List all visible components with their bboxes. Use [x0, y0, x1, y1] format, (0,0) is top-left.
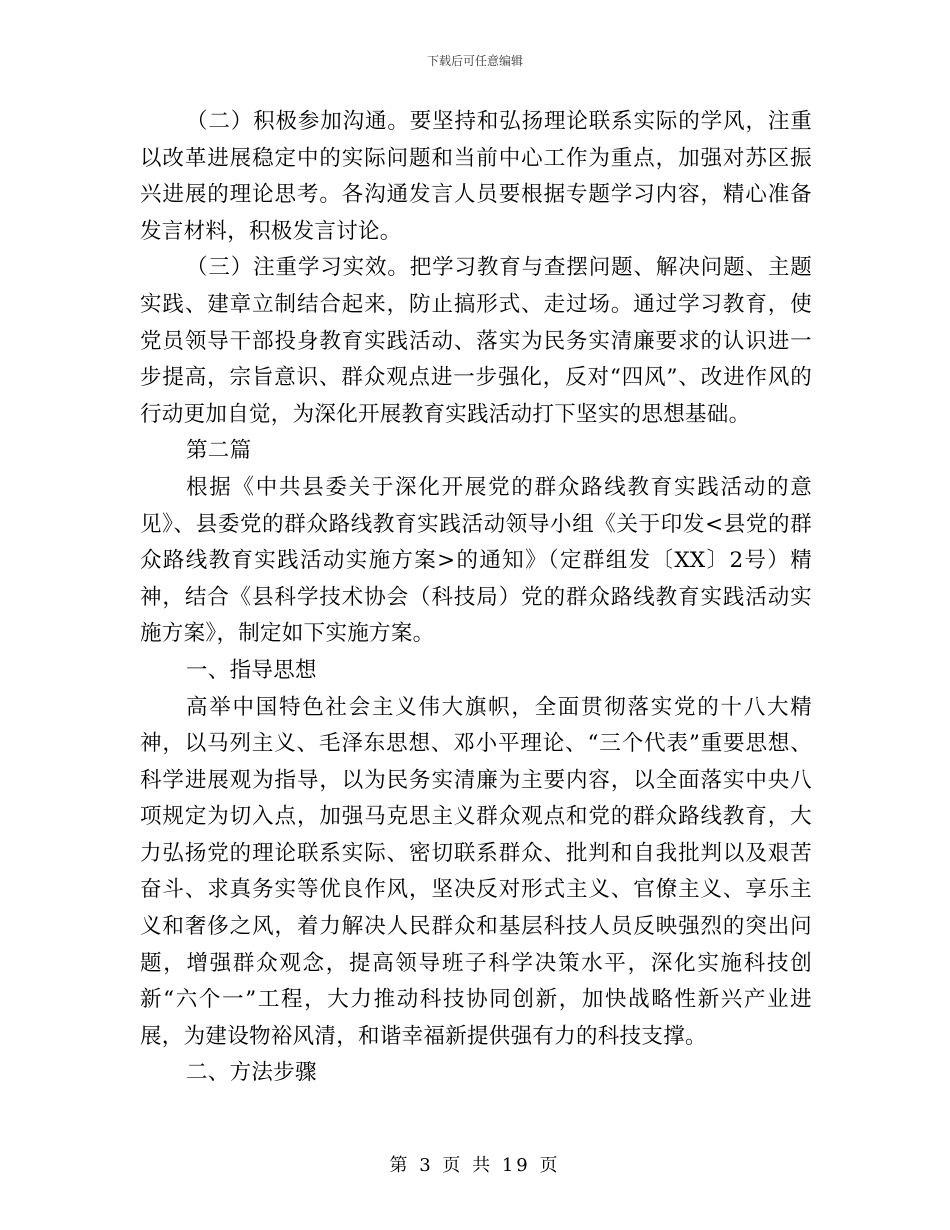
paragraph-communication: （二）积极参加沟通。要坚持和弘扬理论联系实际的学风，注重以改革进展稳定中的实际问题和当前中心工作为重点，加强对苏区振兴进展的理论思考。各沟通发言人员要根据专题学习内容，精心准备发言材料，积极发言讨论。 — [140, 109, 812, 244]
paragraph-guiding-thought: 高举中国特色社会主义伟大旗帜，全面贯彻落实党的十八大精神，以马列主义、毛泽东思想、邓小平理论、“三个代表”重要思想、科学进展观为指导，以为民务实清廉为主要内容，以全面落实中央八项规定为切入点，加强马克思主义群众观点和党的群众路线教育，大力弘扬党的理论联系实际、密切联系群众、批判和自我批判以及艰苦奋斗、求真务实等优良作风，坚决反对形式主义、官僚主义、享乐主义和奢侈之风，着力解决人民群众和基层科技人员反映强烈的突出问题，增强群众观念，提高领导班子科学决策水平，深化实施科技创新“六个一”工程，大力推动科技协同创新，加快战略性新兴产业进展，为建设物裕风清，和谐幸福新提供强有力的科技支撑。 — [140, 694, 812, 1049]
paragraph-basis: 根据《中共县委关于深化开展党的群众路线教育实践活动的意见》、县委党的群众路线教育实践活动领导小组《关于印发<县党的群众路线教育实践活动实施方案>的通知》（定群组发〔XX〕2号）精神，结合《县科学技术协会（科技局）党的群众路线教育实践活动实施方案》，制定如下实施方案。 — [140, 474, 812, 647]
page-footer: 第 3 页 共 19 页 — [389, 1155, 561, 1176]
section-heading-methods: 二、方法步骤 — [186, 1060, 317, 1086]
page-header: 下载后可任意编辑 — [426, 54, 523, 68]
paragraph-effectiveness: （三）注重学习实效。把学习教育与查摆问题、解决问题、主题实践、建章立制结合起来，防止搞形式、走过场。通过学习教育，使党员领导干部投身教育实践活动、落实为民务实清廉要求的认识进一步提高，宗旨意识、群众观点进一步强化，反对“四风”、改进作风的行动更加自觉，为深化开展教育实践活动打下坚实的思想基础。 — [140, 255, 812, 427]
section-heading-guiding-thought: 一、指导思想 — [186, 657, 317, 683]
document-body — [140, 104, 812, 1092]
section-heading-part-two: 第二篇 — [186, 438, 252, 464]
